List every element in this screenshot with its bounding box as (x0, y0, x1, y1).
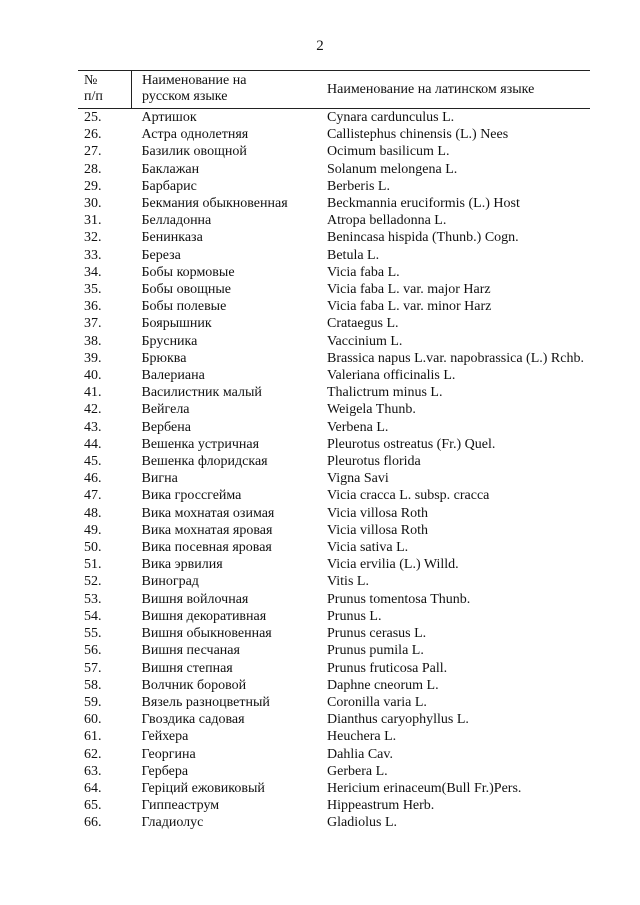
row-number: 58. (84, 677, 102, 693)
row-latin-name: Prunus L. (327, 608, 382, 624)
row-latin-name: Gerbera L. (327, 763, 388, 779)
row-latin-name: Brassica napus L.var. napobrassica (L.) Rchb. (327, 350, 584, 366)
table-row (78, 573, 590, 590)
row-number: 60. (84, 712, 102, 728)
table-body (78, 109, 590, 832)
page-number: 2 (316, 38, 324, 54)
row-number: 40. (84, 368, 102, 384)
row-number: 31. (84, 213, 102, 229)
row-number: 65. (84, 798, 102, 814)
row-russian-name: Георгина (141, 746, 196, 762)
table-row (78, 780, 590, 797)
row-latin-name: Solanum melongena L. (327, 161, 458, 177)
row-number: 37. (84, 316, 102, 332)
row-latin-name: Pleurotus ostreatus (Fr.) Quel. (327, 436, 496, 452)
header-latin-name: Наименование на латинском языке (317, 71, 590, 109)
species-table (78, 70, 590, 832)
row-number: 39. (84, 350, 102, 366)
row-number: 30. (84, 196, 102, 212)
row-russian-name: Волчник боровой (141, 677, 247, 693)
row-number: 25. (84, 110, 102, 125)
row-russian-name: Вишня декоративная (141, 608, 267, 624)
row-latin-name: Heuchera L. (327, 729, 397, 745)
row-latin-name: Vicia faba L. var. major Harz (327, 282, 491, 298)
table-row (78, 109, 590, 127)
row-number: 47. (84, 488, 102, 504)
row-russian-name: Баклажан (141, 161, 200, 177)
row-latin-name: Prunus tomentosa Thunb. (327, 591, 471, 607)
row-latin-name: Vicia villosa Roth (327, 505, 429, 521)
table-header-row (78, 71, 590, 109)
table-row (78, 143, 590, 160)
row-latin-name: Vicia ervilia (L.) Willd. (327, 557, 459, 573)
header-number-line2: п/п (84, 89, 103, 104)
row-number: 38. (84, 333, 102, 349)
table-row (78, 763, 590, 780)
table-row (78, 711, 590, 728)
header-number-line1: № (84, 73, 98, 88)
table-row (78, 539, 590, 556)
table-row (78, 212, 590, 229)
row-russian-name: Барбарис (141, 178, 197, 194)
row-latin-name: Vicia sativa L. (327, 540, 409, 556)
row-number: 41. (84, 385, 102, 401)
row-latin-name: Cynara cardunculus L. (327, 110, 455, 125)
row-russian-name: Вишня обыкновенная (141, 626, 272, 642)
row-russian-name: Бенинказа (141, 230, 203, 246)
row-russian-name: Гейхера (141, 729, 189, 745)
row-latin-name: Coronilla varia L. (327, 694, 427, 710)
table-row (78, 453, 590, 470)
row-number: 34. (84, 264, 102, 280)
row-number: 56. (84, 643, 102, 659)
row-russian-name: Вешенка флоридская (141, 454, 268, 470)
row-latin-name: Callistephus chinensis (L.) Nees (327, 127, 509, 143)
row-latin-name: Weigela Thunb. (327, 402, 416, 418)
row-russian-name: Вишня песчаная (141, 643, 240, 659)
row-number: 59. (84, 694, 102, 710)
row-number: 45. (84, 454, 102, 470)
row-russian-name: Вишня войлочная (141, 591, 249, 607)
row-latin-name: Hippeastrum Herb. (327, 798, 435, 814)
row-russian-name: Вика посевная яровая (141, 540, 272, 556)
row-russian-name: Бобы кормовые (141, 264, 235, 280)
row-latin-name: Thalictrum minus L. (327, 385, 443, 401)
row-russian-name: Брусника (141, 333, 198, 349)
table-row (78, 350, 590, 367)
row-number: 55. (84, 626, 102, 642)
row-latin-name: Gladiolus L. (327, 815, 397, 831)
table-row (78, 247, 590, 264)
row-number: 66. (84, 815, 102, 831)
row-russian-name: Василистник малый (141, 385, 262, 401)
table-row (78, 591, 590, 608)
row-latin-name: Vicia faba L. var. minor Harz (327, 299, 492, 315)
table-row (78, 178, 590, 195)
row-russian-name: Белладонна (141, 213, 212, 229)
table-row (78, 161, 590, 178)
table-row (78, 470, 590, 487)
row-number: 46. (84, 471, 102, 487)
row-number: 61. (84, 729, 102, 745)
row-russian-name: Валериана (141, 368, 205, 384)
row-latin-name: Hericium erinaceum(Bull Fr.)Pers. (327, 780, 522, 796)
row-russian-name: Гладиолус (141, 815, 204, 831)
row-latin-name: Prunus fruticosa Pall. (327, 660, 448, 676)
row-latin-name: Prunus cerasus L. (327, 626, 427, 642)
row-latin-name: Crataegus L. (327, 316, 399, 332)
row-russian-name: Вейгела (141, 402, 190, 418)
header-russian-line2: русском языке (142, 89, 228, 104)
table-header (78, 71, 590, 109)
row-number: 29. (84, 178, 102, 194)
header-number (78, 71, 132, 109)
table-row (78, 401, 590, 418)
row-russian-name: Гвоздика садовая (141, 712, 245, 728)
row-russian-name: Вика эрвилия (141, 557, 223, 573)
row-latin-name: Pleurotus florida (327, 454, 421, 470)
row-russian-name: Бекмания обыкновенная (141, 196, 288, 212)
row-latin-name: Vaccinium L. (327, 333, 403, 349)
row-latin-name: Vicia cracca L. subsp. cracca (327, 488, 490, 504)
row-russian-name: Бобы полевые (141, 299, 227, 315)
row-latin-name: Vicia villosa Roth (327, 522, 429, 538)
row-russian-name: Гербера (141, 763, 189, 779)
table-row (78, 298, 590, 315)
table-row (78, 556, 590, 573)
row-number: 62. (84, 746, 102, 762)
row-number: 33. (84, 247, 102, 263)
row-latin-name: Beckmannia eruciformis (L.) Host (327, 196, 520, 212)
row-number: 64. (84, 780, 102, 796)
table-row (78, 367, 590, 384)
row-russian-name: Вигна (141, 471, 178, 487)
table-row (78, 677, 590, 694)
table-row (78, 281, 590, 298)
row-russian-name: Базилик овощной (141, 144, 247, 160)
row-russian-name: Бобы овощные (141, 282, 231, 298)
row-russian-name: Виноград (141, 574, 199, 590)
row-number: 49. (84, 522, 102, 538)
row-number: 63. (84, 763, 102, 779)
table-row (78, 642, 590, 659)
row-number: 42. (84, 402, 102, 418)
row-latin-name: Berberis L. (327, 178, 390, 194)
row-russian-name: Артишок (141, 110, 197, 125)
row-number: 51. (84, 557, 102, 573)
table-row (78, 694, 590, 711)
row-russian-name: Геріций ежовиковый (141, 780, 265, 796)
row-latin-name: Vitis L. (327, 574, 369, 590)
table-row (78, 264, 590, 281)
table-row (78, 660, 590, 677)
row-russian-name: Вязель разноцветный (141, 694, 270, 710)
table-row (78, 487, 590, 504)
row-russian-name: Вербена (141, 419, 191, 435)
row-latin-name: Vicia faba L. (327, 264, 400, 280)
row-number: 35. (84, 282, 102, 298)
table-row (78, 728, 590, 745)
row-number: 54. (84, 608, 102, 624)
table-row (78, 797, 590, 814)
row-number: 36. (84, 299, 102, 315)
row-number: 57. (84, 660, 102, 676)
table-row (78, 384, 590, 401)
row-number: 43. (84, 419, 102, 435)
row-latin-name: Prunus pumila L. (327, 643, 424, 659)
row-number: 32. (84, 230, 102, 246)
header-russian-name (132, 71, 318, 109)
row-latin-name: Valeriana officinalis L. (327, 368, 456, 384)
row-russian-name: Астра однолетняя (141, 127, 249, 143)
row-latin-name: Ocimum basilicum L. (327, 144, 450, 160)
table-row (78, 625, 590, 642)
table-row (78, 419, 590, 436)
table-row (78, 315, 590, 332)
row-latin-name: Vigna Savi (327, 471, 389, 487)
table-row (78, 333, 590, 350)
row-russian-name: Боярышник (141, 316, 212, 332)
row-russian-name: Вика гроссгейма (141, 488, 242, 504)
table-row (78, 505, 590, 522)
row-number: 48. (84, 505, 102, 521)
table-row (78, 746, 590, 763)
row-latin-name: Atropa belladonna L. (327, 213, 447, 229)
row-number: 44. (84, 436, 102, 452)
row-russian-name: Вешенка устричная (141, 436, 260, 452)
row-number: 27. (84, 144, 102, 160)
row-russian-name: Брюква (141, 350, 187, 366)
row-latin-name: Daphne cneorum L. (327, 677, 439, 693)
table-row (78, 608, 590, 625)
row-russian-name: Береза (141, 247, 181, 263)
table-row (78, 436, 590, 453)
table-row (78, 522, 590, 539)
row-latin-name: Benincasa hispida (Thunb.) Cogn. (327, 230, 519, 246)
table-row (78, 195, 590, 212)
row-russian-name: Вика мохнатая озимая (141, 505, 275, 521)
table-row (78, 229, 590, 246)
row-number: 28. (84, 161, 102, 177)
row-latin-name: Betula L. (327, 247, 380, 263)
row-number: 53. (84, 591, 102, 607)
row-latin-name: Dianthus caryophyllus L. (327, 712, 469, 728)
row-russian-name: Вишня степная (141, 660, 233, 676)
row-russian-name: Вика мохнатая яровая (141, 522, 273, 538)
table-row (78, 126, 590, 143)
header-russian-line1: Наименование на (142, 73, 247, 88)
row-number: 26. (84, 127, 102, 143)
row-latin-name: Verbena L. (327, 419, 389, 435)
row-latin-name: Dahlia Cav. (327, 746, 393, 762)
table-row (78, 814, 590, 831)
row-number: 52. (84, 574, 102, 590)
row-number: 50. (84, 540, 102, 556)
row-russian-name: Гиппеаструм (141, 798, 220, 814)
